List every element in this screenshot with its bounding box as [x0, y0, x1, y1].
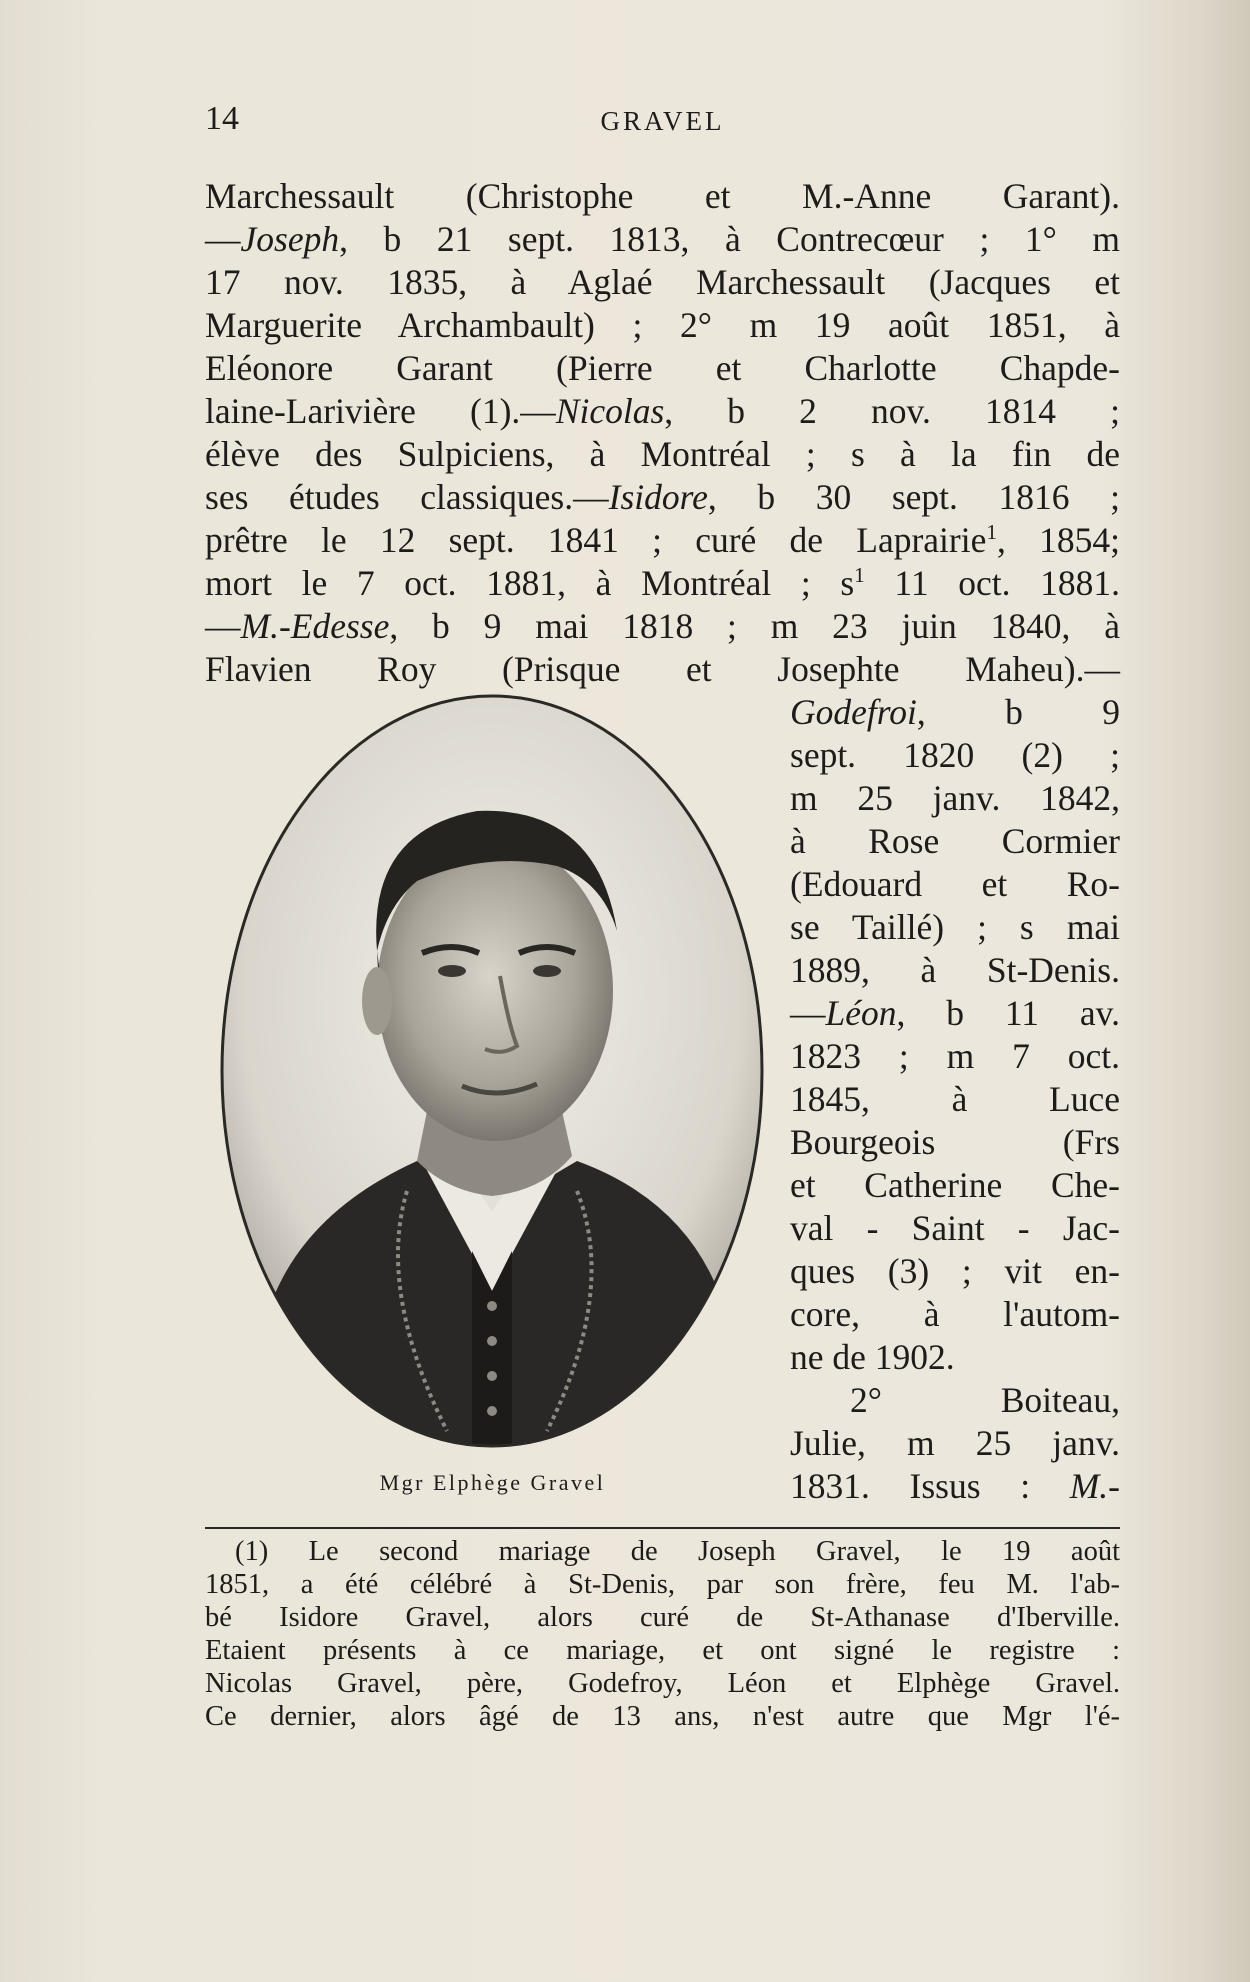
footnote-line: Ce dernier, alors âgé de 13 ans, n'est autre que Mgr l'é- — [205, 1701, 1120, 1732]
person-name: Isidore — [608, 477, 708, 517]
text-line: à Rose Cormier — [790, 821, 1120, 861]
text-line: m 25 janv. 1842, — [790, 778, 1120, 818]
footnote-line: (1) Le second mariage de Joseph Gravel, le 19 août — [235, 1536, 1120, 1567]
text-line: sept. 1820 (2) ; — [790, 735, 1120, 775]
text-line: 2° Boiteau, — [850, 1380, 1120, 1420]
text-line: se Taillé) ; s mai — [790, 907, 1120, 947]
portrait-figure — [205, 691, 780, 1516]
text-line: —Joseph, b 21 sept. 1813, à Contrecœur ; 1° m — [205, 219, 1120, 259]
person-name: Joseph — [240, 219, 340, 259]
side-text-column — [790, 691, 1120, 1508]
footnote-line: Etaient présents à ce mariage, et ont signé le registre : — [205, 1635, 1120, 1666]
text-line: ques (3) ; vit en- — [790, 1251, 1120, 1291]
person-name: Nicolas — [555, 391, 665, 431]
text-line: val - Saint - Jac- — [790, 1208, 1120, 1248]
person-name: M.-Edesse — [240, 606, 390, 646]
text-line: Eléonore Garant (Pierre et Charlotte Chapde- — [205, 348, 1120, 388]
text-line: et Catherine Che- — [790, 1165, 1120, 1205]
person-name: Godefroi — [790, 692, 917, 732]
text-line: ses études classiques.—Isidore, b 30 sept. 1816 ; — [205, 477, 1120, 517]
footnote-mark: 1 — [854, 563, 865, 588]
text-line: ne de 1902. — [790, 1337, 955, 1377]
portrait-image — [217, 691, 767, 1451]
footnote-line: 1851, a été célébré à St-Denis, par son frère, feu M. l'ab- — [205, 1569, 1120, 1600]
text-line: Flavien Roy (Prisque et Josephte Maheu).— — [205, 649, 1120, 689]
text-line: Marguerite Archambault) ; 2° m 19 août 1851, à — [205, 305, 1120, 345]
text-line: Bourgeois (Frs — [790, 1122, 1120, 1162]
page-number: 14 — [205, 100, 239, 137]
text-line: (Edouard et Ro- — [790, 864, 1120, 904]
text-line: mort le 7 oct. 1881, à Montréal ; $s^1$ 11 oct. 1881. — [205, 563, 1120, 603]
text-line: élève des Sulpiciens, à Montréal ; s à la fin de — [205, 434, 1120, 474]
footnote-divider — [205, 1527, 1120, 1529]
text-line: 17 nov. 1835, à Aglaé Marchessault (Jacques et — [205, 262, 1120, 302]
footnote — [205, 1535, 1120, 1733]
person-name: Léon — [825, 993, 897, 1033]
text-line: laine-Larivière (1).—Nicolas, b 2 nov. 1814 ; — [205, 391, 1121, 431]
text-line: Julie, m 25 janv. — [790, 1423, 1120, 1463]
genealogy-text — [205, 175, 1121, 1506]
text-line: 1831. Issus : M.- — [790, 1466, 1120, 1506]
footnote-mark: 1 — [986, 520, 998, 545]
page-header — [205, 100, 1120, 150]
running-head: GRAVEL — [600, 106, 725, 136]
text-line: 1845, à Luce — [790, 1079, 1120, 1119]
text-line: —Léon, b 11 av. — [790, 993, 1120, 1033]
text-line: core, à l'autom- — [790, 1294, 1120, 1334]
text-line: prêtre le 12 sept. 1841 ; curé de Laprairie$^1$, 1854; — [205, 520, 1120, 560]
portrait-caption: Mgr Elphège Gravel — [379, 1470, 606, 1495]
text-line: 1823 ; m 7 oct. — [790, 1036, 1120, 1076]
footnote-line: bé Isidore Gravel, alors curé de St-Athanase d'Iberville. — [205, 1602, 1120, 1633]
text-line: Godefroi, b 9 — [790, 692, 1120, 732]
text-line: 1889, à St-Denis. — [790, 950, 1120, 990]
text-line: Marchessault (Christophe et M.-Anne Garant). — [205, 176, 1120, 216]
figure-with-text — [205, 691, 1120, 1516]
person-name: M.- — [1069, 1466, 1120, 1506]
text-line: —M.-Edesse, b 9 mai 1818 ; m 23 juin 1840, à — [205, 606, 1120, 646]
footnote-line: Nicolas Gravel, père, Godefroy, Léon et Elphège Gravel. — [205, 1668, 1120, 1699]
